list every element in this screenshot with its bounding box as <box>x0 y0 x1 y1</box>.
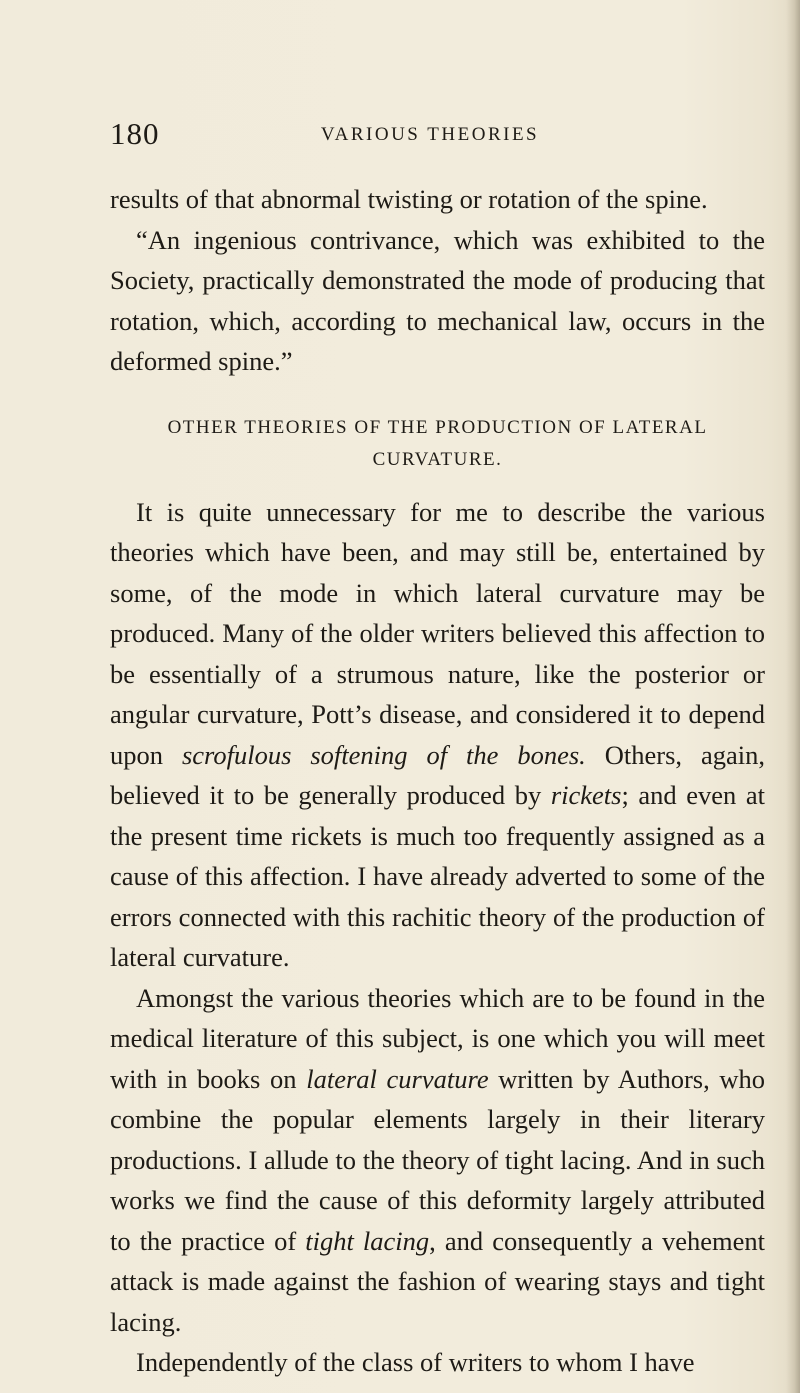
section-heading-line-2: CURVATURE. <box>372 448 503 470</box>
page-number: 180 <box>110 116 160 151</box>
section-heading <box>110 412 765 476</box>
paragraph-continuation: results of that abnormal twisting or rotation of the spine. <box>110 184 708 214</box>
italic-text: tight lacing <box>305 1225 430 1256</box>
quoted-paragraph: “An ingenious contrivance, which was exhibited to the Society, practically demonstrated the mode of producing that rotation, which, according to mechanical law, occurs in the deformed spine.” <box>110 224 765 376</box>
paragraph-final: Independently of the class of writers to whom I have <box>136 1347 695 1377</box>
body-text <box>110 179 765 1383</box>
text-run: It is quite unnecessary for me to describe the various theories which have been, and may still be, entertained by some, of the mode in which lateral curvature may be produced. Many of the older writers believed this affection to be essentially of a strumous nature, like the posterior or angular curvature, Pott’s disease, and considered it to depend upon <box>110 496 765 770</box>
paragraph-tight-lacing <box>110 978 765 1343</box>
text-run: ; and even at the present time rickets is much too frequently assigned as a cause of this affection. I have already adverted to some of the errors connected with this rachitic theory of the production of lateral curvature. <box>110 780 765 972</box>
italic-text: scrofulous softening of the bones. <box>181 739 586 770</box>
text-run: Amongst the various theories which are to be found in the medical literature of this subject, is one which you will meet with in books on <box>110 982 765 1094</box>
text-run: written by Authors, who combine the popular elements largely in their literary productions. I allude to the theory of tight lacing. And in such works we find the cause of this deformity largely attributed to the practice of <box>110 1063 766 1256</box>
italic-text: rickets <box>550 780 622 810</box>
page-edge-shadow <box>786 0 800 1393</box>
page-header <box>110 116 765 156</box>
running-head: VARIOUS THEORIES <box>320 124 540 145</box>
italic-text: lateral curvature <box>306 1063 489 1094</box>
section-heading-line-1: OTHER THEORIES OF THE PRODUCTION OF LATERAL <box>167 416 708 438</box>
text-run: , and consequently a vehement attack is made against the fashion of wearing stays and tight lacing. <box>110 1225 765 1337</box>
paragraph-theories <box>110 492 765 978</box>
text-run: Others, again, believed it to be generally produced by <box>110 739 766 810</box>
